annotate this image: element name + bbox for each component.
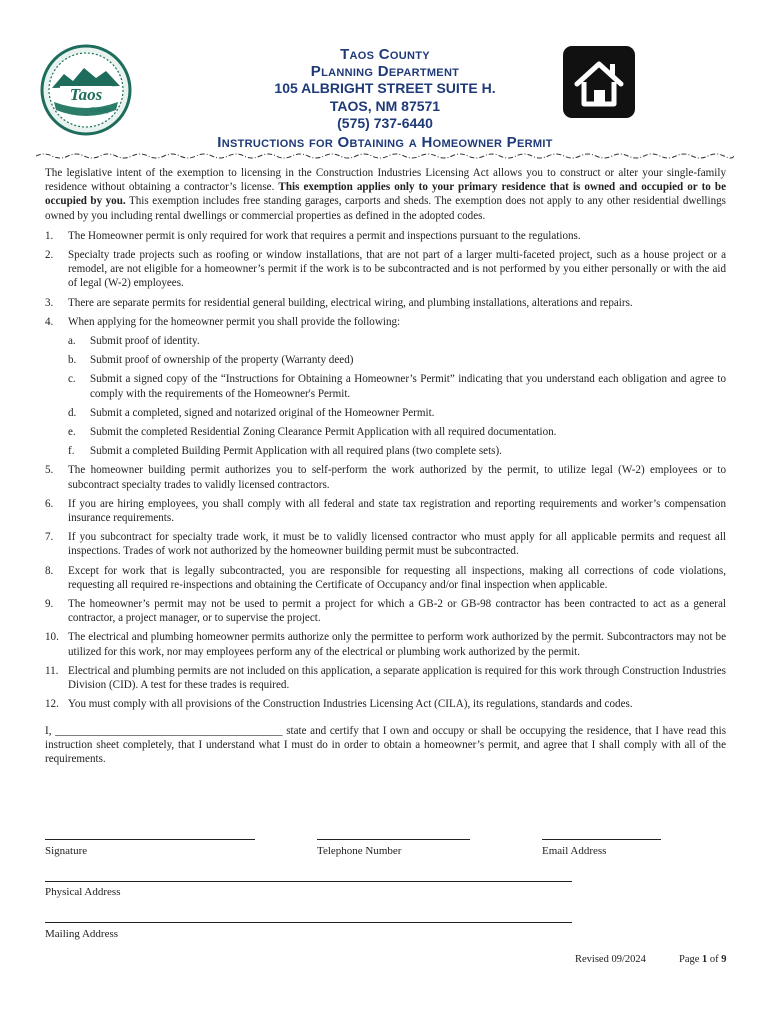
name-blank[interactable]: _________________________________________: [55, 724, 283, 737]
list-item: [45, 697, 726, 711]
list-item: [45, 564, 726, 592]
sub-list-item: a. Submit proof of identity.: [68, 335, 200, 348]
physical-address-label: Physical Address: [45, 886, 121, 898]
list-item-text: Electrical and plumbing permits are not included on this application, a separate application is required for this work through Construction Industries Division (CID). A test for these trades is required.: [68, 664, 726, 692]
list-item-text: The homeowner’s permit may not be used to permit a project for which a GB-2 or GB-98 contractor has been contracted to act as a general contractor, a project manager, or to supervise the project.: [68, 598, 726, 625]
telephone-line[interactable]: [317, 839, 470, 840]
certification-statement: I, _________________________________________ state and certify that I own and occupy or shall be occupying the residence, that I have read this instruction sheet completely, that I understand what I must do in order to obtain a homeowner’s permit, and agree that I shall comply with all of the requirements.: [45, 724, 727, 765]
list-item: [45, 530, 726, 558]
list-item-number: 3.: [45, 296, 54, 309]
list-item-number: 8.: [45, 564, 54, 577]
signature-line[interactable]: [45, 839, 255, 840]
list-item-number: 11.: [45, 664, 59, 677]
decorative-divider: [36, 152, 734, 160]
svg-text:County: County: [89, 106, 111, 114]
mailing-address-label: Mailing Address: [45, 928, 119, 940]
telephone-label: Telephone Number: [317, 845, 402, 857]
svg-text:Taos: Taos: [69, 85, 103, 104]
document-title: Instructions for Obtaining a Homeowner Permit: [217, 134, 553, 151]
list-item-number: 7.: [45, 531, 54, 544]
list-item-text: If you are hiring employees, you shall comply with all federal and state tax registration and reporting requirements and worker’s compensation insurance requirements.: [68, 497, 726, 525]
list-item: [45, 664, 726, 692]
list-item-number: 4.: [45, 315, 54, 328]
department-name: Planning Department: [310, 63, 460, 80]
list-item-text: When applying for the homeowner permit you shall provide the following: a. Submit proof of identity. b. Submit proof of ownership of the property (Warranty deed) c. Submit a signed copy of the “Instructions for Obtaining a Homeowner’s Permit” indicating that you understand each obligation and agree to comply with the requirements of the Homeowner's Permit. d. Submit a completed, signed and notarized original of the Homeowner Permit. e. Submit the completed Residential Zoning Clearance Permit Application with all required documentation. f. Submit a completed Building Permit Application with all required plans (two complete sets).: [68, 315, 726, 458]
county-name: Taos County: [340, 46, 430, 63]
list-item-text: The homeowner building permit authorizes you to self-perform the work authorized by the permit, to utilize legal (W-2) employees or to subcontract specialty trades to validly licensed contractors.: [68, 464, 726, 491]
list-item: [45, 497, 726, 525]
list-item-number: 12.: [45, 698, 59, 711]
instruction-list: [45, 229, 726, 712]
list-item-number: 1.: [45, 229, 54, 242]
list-item-text: You must comply with all provisions of the Construction Industries Licensing Act (CILA), its regulations, standards and codes.: [68, 698, 633, 711]
list-item-number: 9.: [45, 598, 54, 611]
list-item-number: 10.: [45, 631, 59, 644]
email-label: Email Address: [542, 845, 607, 857]
letterhead: [140, 46, 630, 133]
sub-list-item: f. Submit a completed Building Permit Application with all required plans (two complete sets).: [68, 445, 502, 458]
list-item: [45, 229, 726, 243]
city-address: TAOS, NM 87571: [329, 97, 441, 114]
taos-county-seal-logo: [40, 44, 132, 136]
sub-list-item: b. Submit proof of ownership of the property (Warranty deed): [68, 354, 354, 367]
list-item: [45, 296, 726, 310]
list-item-number: 2.: [45, 249, 54, 262]
list-item-text: The Homeowner permit is only required for work that requires a permit and inspections pursuant to the regulations.: [68, 229, 581, 242]
email-line[interactable]: [542, 839, 661, 840]
list-item-number: 5.: [45, 464, 54, 477]
sub-list-item: c. Submit a signed copy of the “Instructions for Obtaining a Homeowner’s Permit” indicating that you understand each obligation and agree to comply with the requirements of the Homeowner's Permit.: [68, 373, 726, 400]
phone-number: (575) 737-6440: [337, 115, 433, 131]
list-item-text: The electrical and plumbing homeowner permits authorize only the permittee to perform work authorized by the permit. Subcontractors may not be utilized for this work, nor may employees perform any of the electrical or plumbing work authorized by the permit.: [68, 631, 726, 658]
list-item: [45, 630, 726, 658]
instructions-body: [45, 166, 726, 777]
list-item-text: If you subcontract for specialty trade work, it must be to validly licensed contractor who must apply for all applicable permits and request all inspections. Trades of work not authorized by the homeowner building permit must be subcontracted.: [68, 531, 726, 558]
street-address: 105 ALBRIGHT STREET SUITE H.: [274, 80, 496, 96]
page-number: Page 1 of 9: [679, 954, 727, 965]
revision-date: Revised 09/2024: [575, 954, 646, 965]
list-item: [45, 248, 726, 291]
sub-list-item: d. Submit a completed, signed and notarized original of the Homeowner Permit.: [68, 406, 435, 419]
physical-address-line[interactable]: [45, 881, 572, 882]
list-item: [45, 597, 726, 625]
sub-list-item: e. Submit the completed Residential Zoning Clearance Permit Application with all required documentation.: [68, 426, 557, 439]
mailing-address-line[interactable]: [45, 922, 572, 923]
list-item-number: 6.: [45, 497, 54, 510]
list-item-text: Except for work that is legally subcontracted, you are responsible for requesting all inspections, making all corrections of code violations, requesting all required re-inspections and obtaining the Certificate of Occupancy and/or final inspection when applicable.: [68, 564, 726, 591]
list-item: [45, 463, 726, 491]
signature-label: Signature: [45, 845, 88, 857]
list-item-text: There are separate permits for residential general building, electrical wiring, and plumbing installations, alterations and repairs.: [68, 296, 633, 309]
list-item-text: Specialty trade projects such as roofing or window installations, that are not part of a larger multi-faceted project, such as a house project or a remodel, are not eligible for a homeowner’s permit if the work is to be subcontracted and is not performed by you either personally or with the aid of legal (W-2) employees.: [68, 249, 726, 290]
intro-paragraph: The legislative intent of the exemption to licensing in the Construction Industries Licensing Act allows you to construct or alter your single-family residence without obtaining a contractor’s license. This exemption applies only to your primary residence that is owned and occupied or to be occupied by you. This exemption includes free standing garages, carports and sheds. The exemption does not apply to any other residential dwellings owned by you including rental dwellings or commercial properties as defined in the adopted codes.: [45, 167, 726, 222]
list-item: [45, 315, 726, 459]
